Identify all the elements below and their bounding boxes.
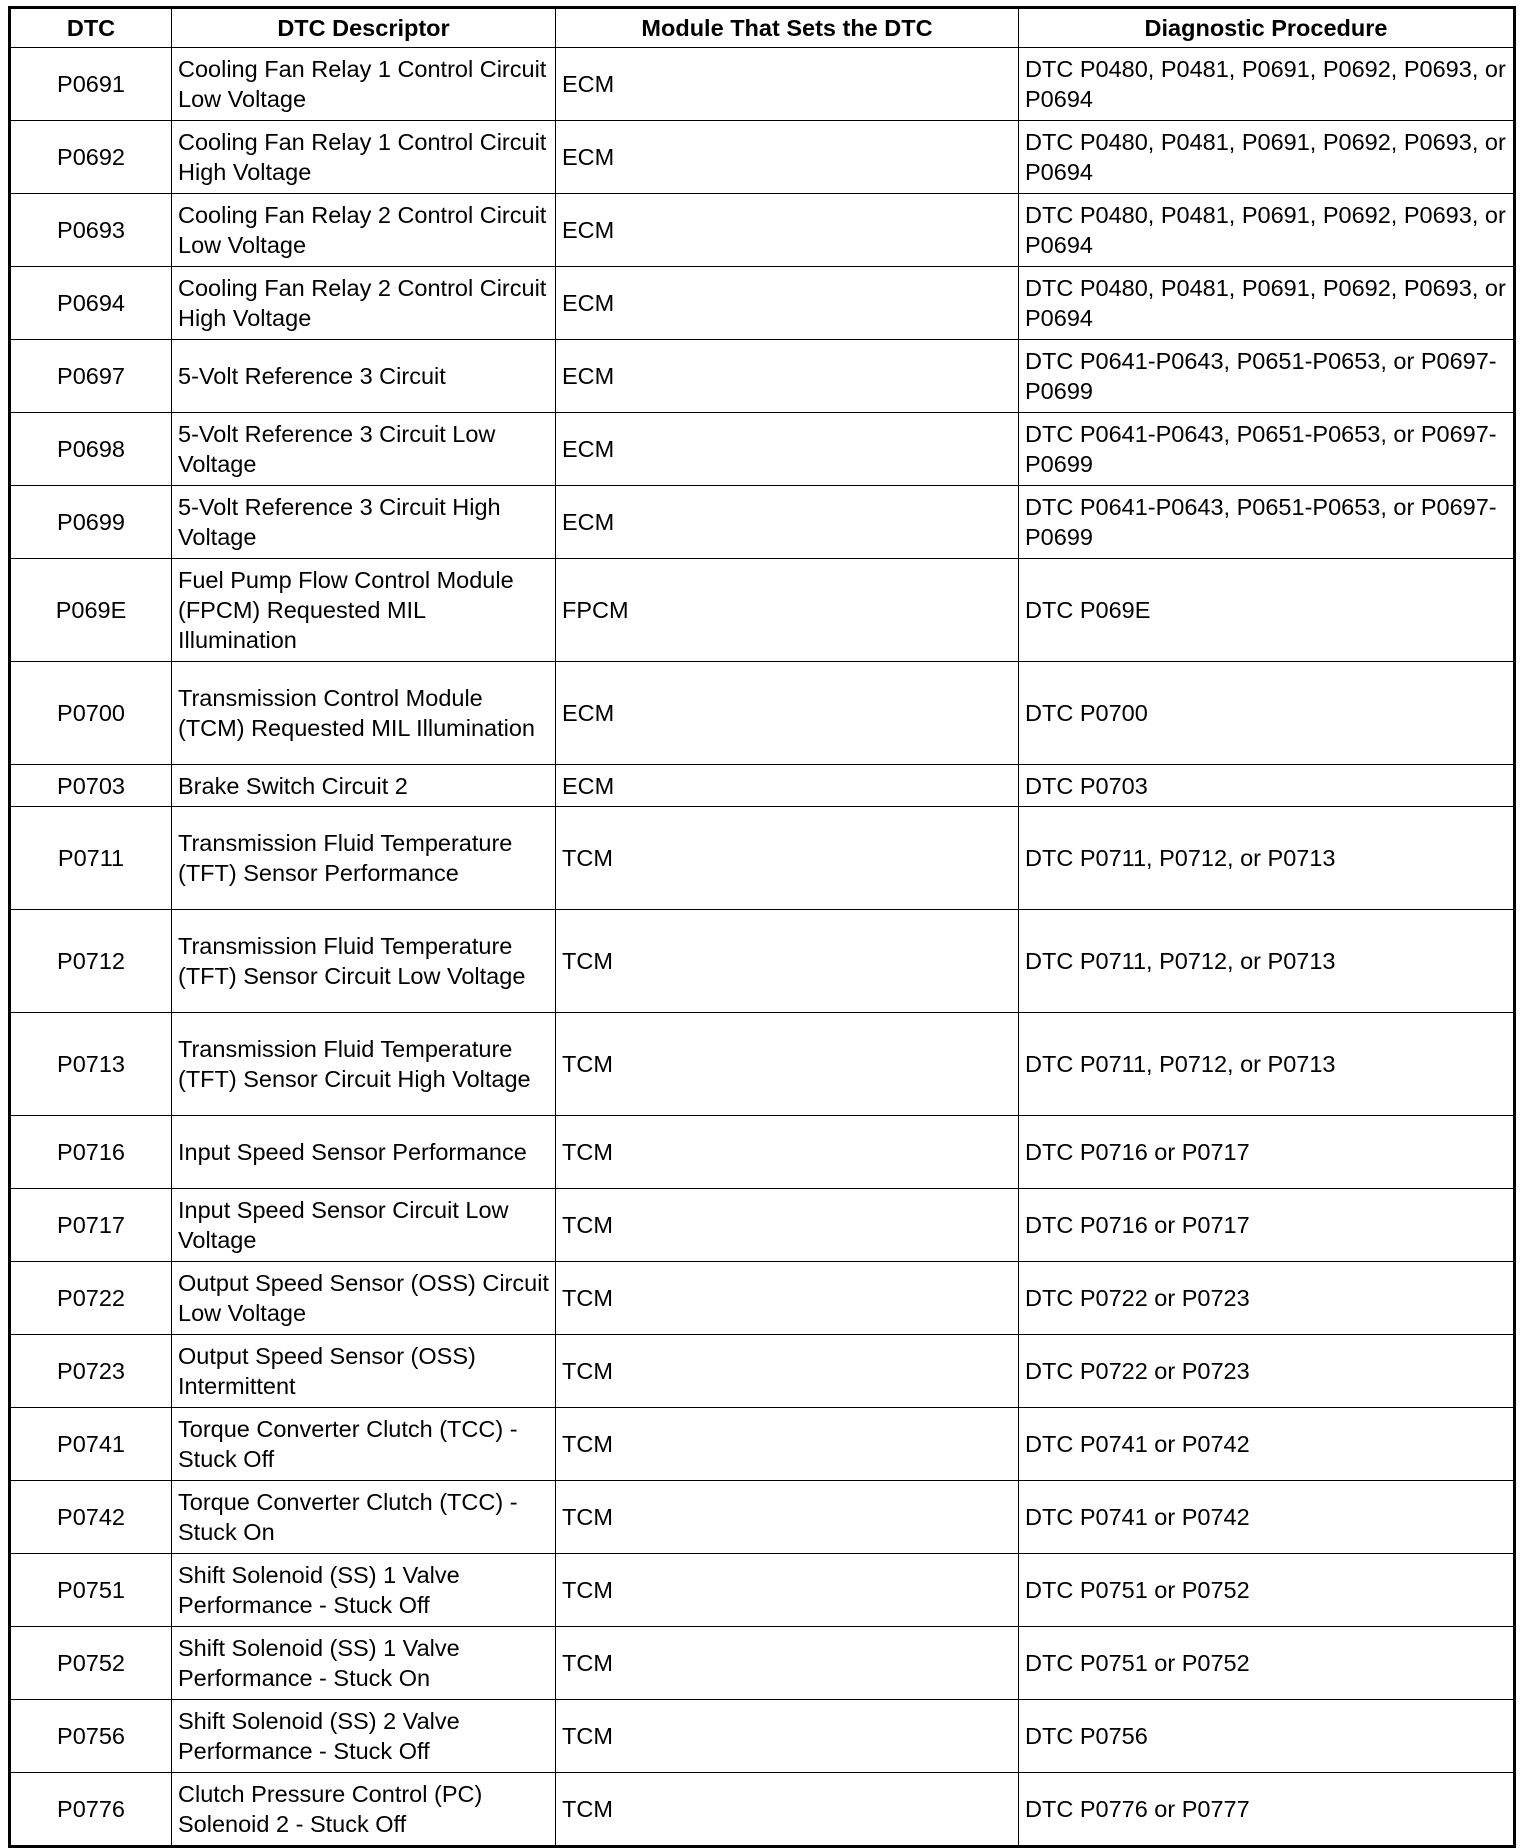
cell-module: TCM: [556, 1262, 1019, 1335]
cell-module: ECM: [556, 48, 1019, 121]
cell-module: TCM: [556, 1554, 1019, 1627]
cell-procedure: DTC P0756: [1019, 1700, 1515, 1773]
cell-descriptor: 5-Volt Reference 3 Circuit Low Voltage: [172, 413, 556, 486]
cell-procedure: DTC P0741 or P0742: [1019, 1481, 1515, 1554]
header-dtc: DTC: [10, 8, 172, 48]
cell-module: ECM: [556, 765, 1019, 807]
header-row: [10, 8, 1515, 48]
cell-descriptor: Input Speed Sensor Performance: [172, 1116, 556, 1189]
table-row: [10, 807, 1515, 910]
cell-module: ECM: [556, 121, 1019, 194]
cell-dtc: P0711: [10, 807, 172, 910]
cell-dtc: P0717: [10, 1189, 172, 1262]
cell-procedure: DTC P0641-P0643, P0651-P0653, or P0697-P0699: [1019, 340, 1515, 413]
cell-module: FPCM: [556, 559, 1019, 662]
table-row: [10, 765, 1515, 807]
cell-procedure: DTC P0722 or P0723: [1019, 1335, 1515, 1408]
cell-dtc: P069E: [10, 559, 172, 662]
table-header: [10, 8, 1515, 48]
table-row: [10, 1335, 1515, 1408]
cell-procedure: DTC P0711, P0712, or P0713: [1019, 910, 1515, 1013]
cell-procedure: DTC P0641-P0643, P0651-P0653, or P0697-P0699: [1019, 486, 1515, 559]
cell-procedure: DTC P0711, P0712, or P0713: [1019, 1013, 1515, 1116]
header-procedure: Diagnostic Procedure: [1019, 8, 1515, 48]
cell-dtc: P0692: [10, 121, 172, 194]
cell-procedure: DTC P0716 or P0717: [1019, 1189, 1515, 1262]
table-row: [10, 1700, 1515, 1773]
cell-dtc: P0756: [10, 1700, 172, 1773]
cell-descriptor: Transmission Fluid Temperature (TFT) Sensor Performance: [172, 807, 556, 910]
table-row: [10, 48, 1515, 121]
cell-module: ECM: [556, 662, 1019, 765]
cell-descriptor: Shift Solenoid (SS) 1 Valve Performance - Stuck Off: [172, 1554, 556, 1627]
cell-procedure: DTC P0641-P0643, P0651-P0653, or P0697-P0699: [1019, 413, 1515, 486]
cell-dtc: P0776: [10, 1773, 172, 1847]
cell-dtc: P0712: [10, 910, 172, 1013]
header-module: Module That Sets the DTC: [556, 8, 1019, 48]
cell-procedure: DTC P0751 or P0752: [1019, 1627, 1515, 1700]
table-row: [10, 1116, 1515, 1189]
cell-procedure: DTC P0711, P0712, or P0713: [1019, 807, 1515, 910]
cell-descriptor: Torque Converter Clutch (TCC) - Stuck Off: [172, 1408, 556, 1481]
cell-dtc: P0703: [10, 765, 172, 807]
table-row: [10, 1189, 1515, 1262]
cell-descriptor: Brake Switch Circuit 2: [172, 765, 556, 807]
cell-procedure: DTC P0480, P0481, P0691, P0692, P0693, or P0694: [1019, 121, 1515, 194]
cell-descriptor: Cooling Fan Relay 2 Control Circuit Low Voltage: [172, 194, 556, 267]
cell-module: TCM: [556, 1700, 1019, 1773]
cell-descriptor: Transmission Fluid Temperature (TFT) Sensor Circuit High Voltage: [172, 1013, 556, 1116]
cell-module: TCM: [556, 1481, 1019, 1554]
cell-module: ECM: [556, 194, 1019, 267]
cell-dtc: P0700: [10, 662, 172, 765]
cell-module: TCM: [556, 1335, 1019, 1408]
cell-descriptor: Output Speed Sensor (OSS) Circuit Low Voltage: [172, 1262, 556, 1335]
cell-procedure: DTC P069E: [1019, 559, 1515, 662]
cell-module: TCM: [556, 1408, 1019, 1481]
cell-dtc: P0751: [10, 1554, 172, 1627]
cell-procedure: DTC P0480, P0481, P0691, P0692, P0693, or P0694: [1019, 267, 1515, 340]
cell-descriptor: Transmission Control Module (TCM) Requested MIL Illumination: [172, 662, 556, 765]
cell-descriptor: 5-Volt Reference 3 Circuit: [172, 340, 556, 413]
cell-descriptor: Shift Solenoid (SS) 1 Valve Performance - Stuck On: [172, 1627, 556, 1700]
dtc-table: [8, 6, 1516, 1848]
cell-module: ECM: [556, 486, 1019, 559]
cell-procedure: DTC P0776 or P0777: [1019, 1773, 1515, 1847]
cell-dtc: P0698: [10, 413, 172, 486]
table-row: [10, 194, 1515, 267]
cell-descriptor: Shift Solenoid (SS) 2 Valve Performance - Stuck Off: [172, 1700, 556, 1773]
cell-descriptor: Torque Converter Clutch (TCC) - Stuck On: [172, 1481, 556, 1554]
table-row: [10, 340, 1515, 413]
table-row: [10, 1773, 1515, 1847]
cell-descriptor: Input Speed Sensor Circuit Low Voltage: [172, 1189, 556, 1262]
table-row: [10, 267, 1515, 340]
table-row: [10, 1408, 1515, 1481]
cell-procedure: DTC P0722 or P0723: [1019, 1262, 1515, 1335]
cell-descriptor: Cooling Fan Relay 1 Control Circuit Low Voltage: [172, 48, 556, 121]
cell-procedure: DTC P0741 or P0742: [1019, 1408, 1515, 1481]
cell-dtc: P0742: [10, 1481, 172, 1554]
cell-dtc: P0697: [10, 340, 172, 413]
cell-module: ECM: [556, 413, 1019, 486]
cell-module: TCM: [556, 1627, 1019, 1700]
cell-descriptor: Clutch Pressure Control (PC) Solenoid 2 - Stuck Off: [172, 1773, 556, 1847]
cell-module: ECM: [556, 340, 1019, 413]
table-row: [10, 1627, 1515, 1700]
cell-descriptor: Transmission Fluid Temperature (TFT) Sensor Circuit Low Voltage: [172, 910, 556, 1013]
cell-dtc: P0691: [10, 48, 172, 121]
cell-procedure: DTC P0716 or P0717: [1019, 1116, 1515, 1189]
cell-dtc: P0752: [10, 1627, 172, 1700]
cell-procedure: DTC P0480, P0481, P0691, P0692, P0693, or P0694: [1019, 48, 1515, 121]
table-row: [10, 1481, 1515, 1554]
table-row: [10, 121, 1515, 194]
cell-dtc: P0716: [10, 1116, 172, 1189]
table-row: [10, 413, 1515, 486]
cell-dtc: P0693: [10, 194, 172, 267]
table-row: [10, 1013, 1515, 1116]
cell-dtc: P0723: [10, 1335, 172, 1408]
cell-dtc: P0722: [10, 1262, 172, 1335]
cell-procedure: DTC P0703: [1019, 765, 1515, 807]
cell-descriptor: Output Speed Sensor (OSS) Intermittent: [172, 1335, 556, 1408]
table-row: [10, 1262, 1515, 1335]
cell-dtc: P0713: [10, 1013, 172, 1116]
table-row: [10, 1554, 1515, 1627]
cell-module: TCM: [556, 1116, 1019, 1189]
table-row: [10, 910, 1515, 1013]
table-row: [10, 559, 1515, 662]
cell-dtc: P0741: [10, 1408, 172, 1481]
header-descriptor: DTC Descriptor: [172, 8, 556, 48]
table-row: [10, 662, 1515, 765]
cell-descriptor: Fuel Pump Flow Control Module (FPCM) Requested MIL Illumination: [172, 559, 556, 662]
cell-module: ECM: [556, 267, 1019, 340]
table-row: [10, 486, 1515, 559]
cell-descriptor: Cooling Fan Relay 2 Control Circuit High Voltage: [172, 267, 556, 340]
cell-module: TCM: [556, 1013, 1019, 1116]
cell-dtc: P0699: [10, 486, 172, 559]
cell-module: TCM: [556, 910, 1019, 1013]
cell-procedure: DTC P0480, P0481, P0691, P0692, P0693, or P0694: [1019, 194, 1515, 267]
cell-module: TCM: [556, 807, 1019, 910]
cell-dtc: P0694: [10, 267, 172, 340]
cell-module: TCM: [556, 1773, 1019, 1847]
cell-module: TCM: [556, 1189, 1019, 1262]
cell-procedure: DTC P0700: [1019, 662, 1515, 765]
cell-descriptor: Cooling Fan Relay 1 Control Circuit High Voltage: [172, 121, 556, 194]
cell-procedure: DTC P0751 or P0752: [1019, 1554, 1515, 1627]
cell-descriptor: 5-Volt Reference 3 Circuit High Voltage: [172, 486, 556, 559]
